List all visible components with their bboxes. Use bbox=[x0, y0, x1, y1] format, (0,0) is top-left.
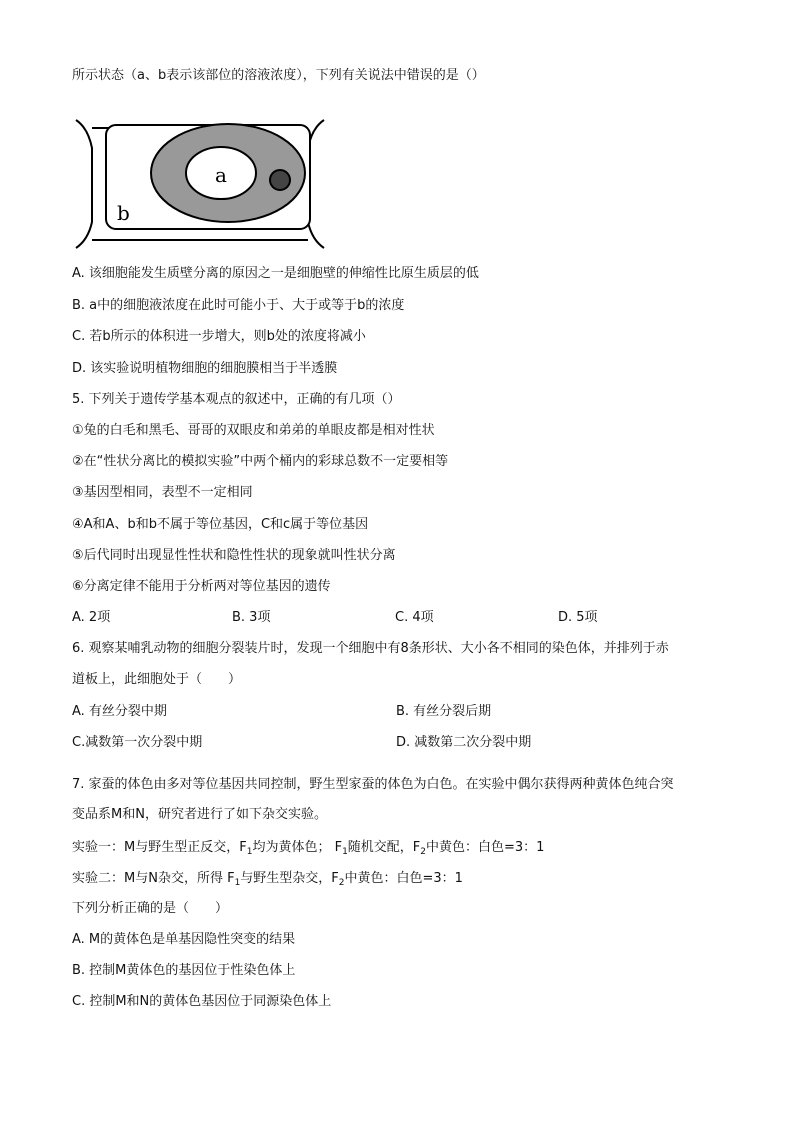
q7-option-b: B. 控制M黄体色的基因位于性染色体上 bbox=[72, 963, 296, 978]
q5-statement-1: ①兔的白毛和黑毛、哥哥的双眼皮和弟弟的单眼皮都是相对性状 bbox=[72, 423, 435, 438]
q5-statement-2: ②在“性状分离比的模拟实验”中两个桶内的彩球总数不一定要相等 bbox=[72, 454, 449, 469]
exp1-subscript-1: 1 bbox=[246, 847, 253, 857]
exp2-subscript-1: 1 bbox=[234, 878, 241, 888]
exp1-subscript-2: 1 bbox=[342, 847, 348, 857]
exp2-text-2: 与野生型杂交，F bbox=[240, 871, 339, 886]
exp2-subscript-2: 2 bbox=[338, 878, 345, 888]
exp1-text-2: 均为黄体色； F bbox=[252, 840, 343, 855]
q6-option-c: C.减数第一次分裂中期 bbox=[72, 735, 203, 750]
exp1-subscript-3: 2 bbox=[420, 847, 427, 857]
nucleus bbox=[270, 170, 290, 190]
q4-option-d: D. 该实验说明植物细胞的细胞膜相当于半透膜 bbox=[72, 361, 338, 376]
exp2-text-1: 实验二：M与N杂交，所得 F bbox=[72, 871, 235, 886]
question-7-stem-line2: 变品系M和N，研究者进行了如下杂交实验。 bbox=[72, 807, 327, 822]
label-a: a bbox=[215, 163, 227, 187]
q5-option-a: A. 2项 bbox=[72, 610, 111, 625]
q4-option-b: B. a中的细胞液浓度在此时可能小于、大于或等于b的浓度 bbox=[72, 298, 405, 313]
q5-option-b: B. 3项 bbox=[232, 610, 271, 625]
exp1-text-3: 随机交配，F bbox=[347, 840, 421, 855]
q4-option-c: C. 若b所示的体积进一步增大，则b处的浓度将减小 bbox=[72, 329, 366, 344]
exp2-text-3: 中黄色：白色=3：1 bbox=[344, 871, 463, 886]
question-7-stem-line1: 7. 家蚕的体色由多对等位基因共同控制，野生型家蚕的体色为白色。在实验中偶尔获得两种黄体色纯合突 bbox=[72, 777, 674, 792]
question-6-stem-line2: 道板上，此细胞处于（ ） bbox=[72, 672, 242, 687]
experiment-1-line bbox=[72, 838, 544, 862]
question-7-ask: 下列分析正确的是（ ） bbox=[72, 901, 229, 916]
left-neighbor-wall bbox=[76, 120, 92, 248]
q5-option-d: D. 5项 bbox=[558, 610, 598, 625]
experiment-2-line bbox=[72, 869, 463, 893]
q4-option-a: A. 该细胞能发生质壁分离的原因之一是细胞壁的伸缩性比原生质层的低 bbox=[72, 266, 479, 281]
q5-option-c: C. 4项 bbox=[395, 610, 434, 625]
q5-statement-6: ⑥分离定律不能用于分析两对等位基因的遗传 bbox=[72, 579, 331, 594]
q5-statement-4: ④A和A、b和b不属于等位基因，C和c属于等位基因 bbox=[72, 517, 369, 532]
q7-option-c: C. 控制M和N的黄体色基因位于同源染色体上 bbox=[72, 994, 332, 1009]
cell-diagram bbox=[70, 118, 330, 250]
q7-option-a: A. M的黄体色是单基因隐性突变的结果 bbox=[72, 932, 296, 947]
q6-option-a: A. 有丝分裂中期 bbox=[72, 704, 167, 719]
exp1-text-1: 实验一：M与野生型正反交，F bbox=[72, 840, 247, 855]
exp1-text-4: 中黄色：白色=3：1 bbox=[426, 840, 545, 855]
q5-statement-5: ⑤后代同时出现显性性状和隐性性状的现象就叫性状分离 bbox=[72, 548, 396, 563]
question-5-stem: 5. 下列关于遗传学基本观点的叙述中，正确的有几项（） bbox=[72, 392, 401, 407]
label-b: b bbox=[117, 201, 130, 225]
question-6-stem-line1: 6. 观察某哺乳动物的细胞分裂装片时，发现一个细胞中有8条形状、大小各不相同的染色体，并排列于赤 bbox=[72, 641, 669, 656]
q6-option-d: D. 减数第二次分裂中期 bbox=[396, 735, 532, 750]
question-4-stem: 所示状态（a、b表示该部位的溶液浓度），下列有关说法中错误的是（） bbox=[72, 68, 485, 83]
q5-statement-3: ③基因型相同，表型不一定相同 bbox=[72, 485, 253, 500]
q6-option-b: B. 有丝分裂后期 bbox=[396, 704, 492, 719]
